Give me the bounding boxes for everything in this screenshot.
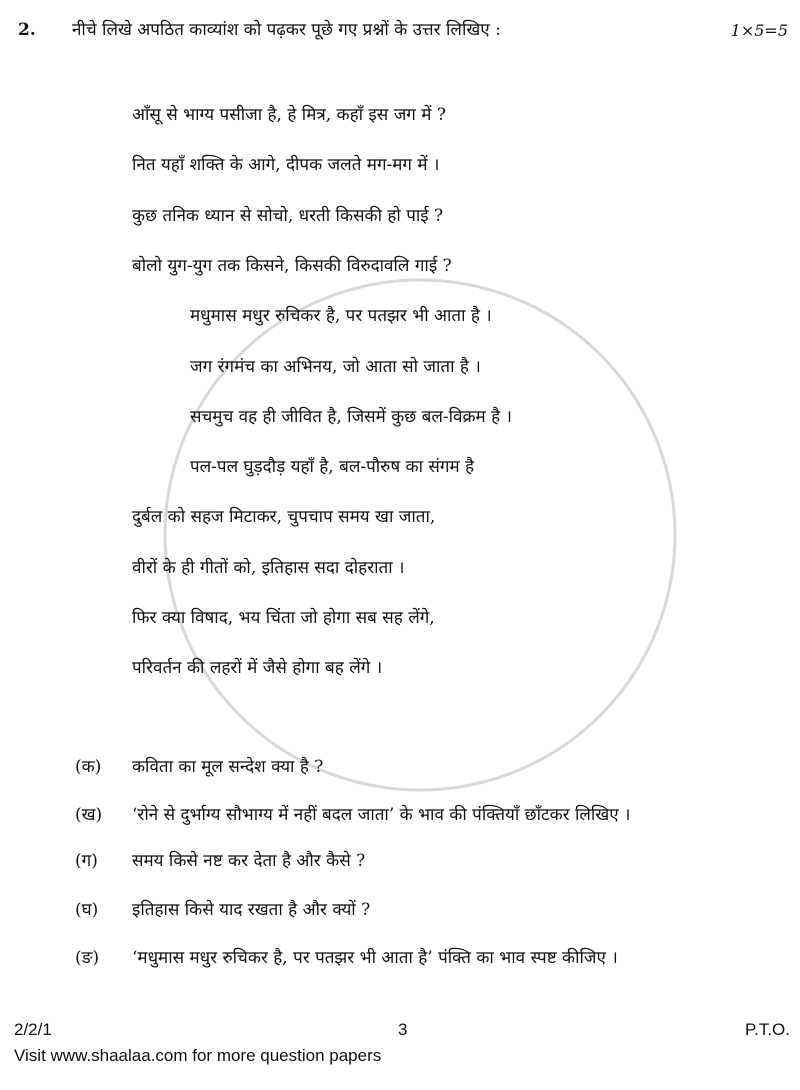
poem-line: नित यहाँ शक्ति के आगे, दीपक जलते मग-मग में । (132, 155, 440, 176)
subquestion-label: (ङ) (75, 948, 100, 968)
question-marks: 1×5=5 (730, 21, 788, 40)
footer-visit-link[interactable]: Visit www.shaalaa.com for more question papers (14, 1046, 382, 1065)
subquestion-text: ‘मधुमास मधुर रुचिकर है, पर पतझर भी आता है’ पंक्ति का भाव स्पष्ट कीजिए । (132, 948, 618, 968)
subquestion-label: (ख) (75, 805, 103, 825)
footer-code: 2/2/1 (14, 1020, 52, 1039)
subquestion-text: कविता का मूल सन्देश क्या है ? (132, 757, 324, 777)
poem-line: आँसू से भाग्य पसीजा है, हे मित्र, कहाँ इस जग में ? (132, 105, 446, 125)
question-instruction: नीचे लिखे अपठित काव्यांश को पढ़कर पूछे गए प्रश्नों के उत्तर लिखिए : (72, 20, 501, 40)
poem-line: दुर्बल को सहज मिटाकर, चुपचाप समय खा जाता, (132, 507, 436, 528)
poem-line: बोलो युग-युग तक किसने, किसकी विरुदावलि गाई ? (132, 255, 452, 276)
poem-line: मधुमास मधुर रुचिकर है, पर पतझर भी आता है । (190, 306, 492, 327)
question-number: 2. (18, 20, 36, 40)
poem-line: फिर क्या विषाद, भय चिंता जो होगा सब सह लेंगे, (132, 608, 435, 628)
subquestion-label: (घ) (75, 900, 99, 920)
poem-line: परिवर्तन की लहरों में जैसे होगा बह लेंगे । (132, 658, 383, 679)
subquestion-label: (क) (75, 757, 102, 777)
subquestion-text: समय किसे नष्ट कर देता है और कैसे ? (132, 851, 366, 871)
footer-pto: P.T.O. (744, 1020, 790, 1039)
poem-line: कुछ तनिक ध्यान से सोचो, धरती किसकी हो पाई ? (132, 205, 444, 226)
footer-page-number: 3 (398, 1020, 408, 1039)
poem-line: जग रंगमंच का अभिनय, जो आता सो जाता है । (190, 356, 481, 377)
poem-line: वीरों के ही गीतों को, इतिहास सदा दोहराता । (132, 557, 405, 578)
subquestion-label: (ग) (75, 851, 98, 871)
poem-line: सचमुच वह ही जीवित है, जिसमें कुछ बल-विक्रम है । (190, 406, 512, 427)
subquestion-text: ‘रोने से दुर्भाग्य सौभाग्य में नहीं बदल जाता’ के भाव की पंक्तियाँ छाँटकर लिखिए । (132, 805, 631, 825)
subquestion-text: इतिहास किसे याद रखता है और क्यों ? (132, 900, 371, 920)
poem-line: पल-पल घुड़दौड़ यहाँ है, बल-पौरुष का संगम है (190, 457, 475, 478)
